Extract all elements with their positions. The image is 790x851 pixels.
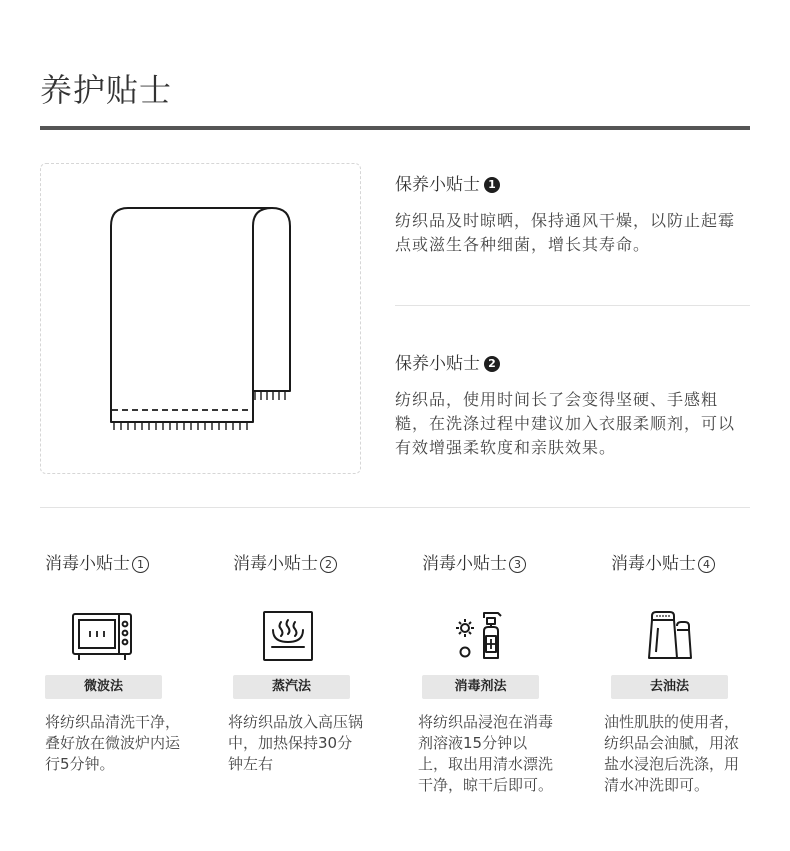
disinfect-tip-1: [45, 552, 195, 773]
number-badge: 2: [484, 356, 500, 372]
care-tip-title-text: 保养小贴士: [395, 175, 480, 195]
disinfect-tip-title: [611, 552, 761, 576]
degrease-icon: [633, 610, 703, 666]
method-description: 将纺织品放入高压锅中，加热保持30分钟左右: [228, 713, 364, 773]
number-badge: 2: [320, 556, 337, 573]
number-badge: 4: [698, 556, 715, 573]
care-tip-title: [395, 352, 750, 376]
care-tip-title-text: 保养小贴士: [395, 354, 480, 374]
towel-illustration-card: [40, 163, 361, 474]
title-underline: [40, 126, 750, 130]
method-label: 消毒剂法: [422, 675, 539, 699]
method-label: 蒸汽法: [233, 675, 350, 699]
steam-icon: [253, 610, 323, 666]
disinfect-tip-2: [228, 552, 383, 773]
disinfect-tip-title-text: 消毒小贴士: [611, 554, 696, 574]
care-tip-title: [395, 173, 750, 197]
care-tip-2: [395, 352, 750, 460]
microwave-icon: [67, 610, 137, 666]
disinfect-tip-title: [233, 552, 383, 576]
number-badge: 1: [484, 177, 500, 193]
care-tip-text: 纺织品及时晾晒，保持通风干燥，以防止起霉点或滋生各种细菌，增长其寿命。: [395, 211, 736, 254]
disinfect-tip-3: [418, 552, 572, 794]
number-badge: 1: [132, 556, 149, 573]
disinfectant-icon: [446, 610, 516, 666]
method-label: 去油法: [611, 675, 728, 699]
disinfect-tip-title: [45, 552, 195, 576]
page-title: 养护贴士: [40, 71, 173, 109]
disinfect-tip-4: [604, 552, 761, 794]
method-description: 将纺织品浸泡在消毒剂溶液15分钟以上，取出用清水漂洗干净，晾干后即可。: [418, 713, 554, 794]
number-badge: 3: [509, 556, 526, 573]
disinfect-tip-title: [422, 552, 572, 576]
disinfect-tip-title-text: 消毒小贴士: [45, 554, 130, 574]
method-description: 油性肌肤的使用者，纺织品会油腻，用浓盐水浸泡后洗涤，用清水冲洗即可。: [604, 713, 740, 794]
care-tip-text: 纺织品，使用时间长了会变得坚硬、手感粗糙，在洗涤过程中建议加入衣服柔顺剂，可以有效增强柔软度和亲肤效果。: [395, 390, 736, 457]
disinfect-tip-title-text: 消毒小贴士: [422, 554, 507, 574]
section-divider: [40, 507, 750, 508]
care-tip-1: [395, 173, 750, 257]
method-description: 将纺织品清洗干净，叠好放在微波炉内运行5分钟。: [45, 713, 181, 773]
disinfect-tip-title-text: 消毒小贴士: [233, 554, 318, 574]
method-label: 微波法: [45, 675, 162, 699]
divider: [395, 305, 750, 306]
towel-icon: [41, 164, 362, 475]
